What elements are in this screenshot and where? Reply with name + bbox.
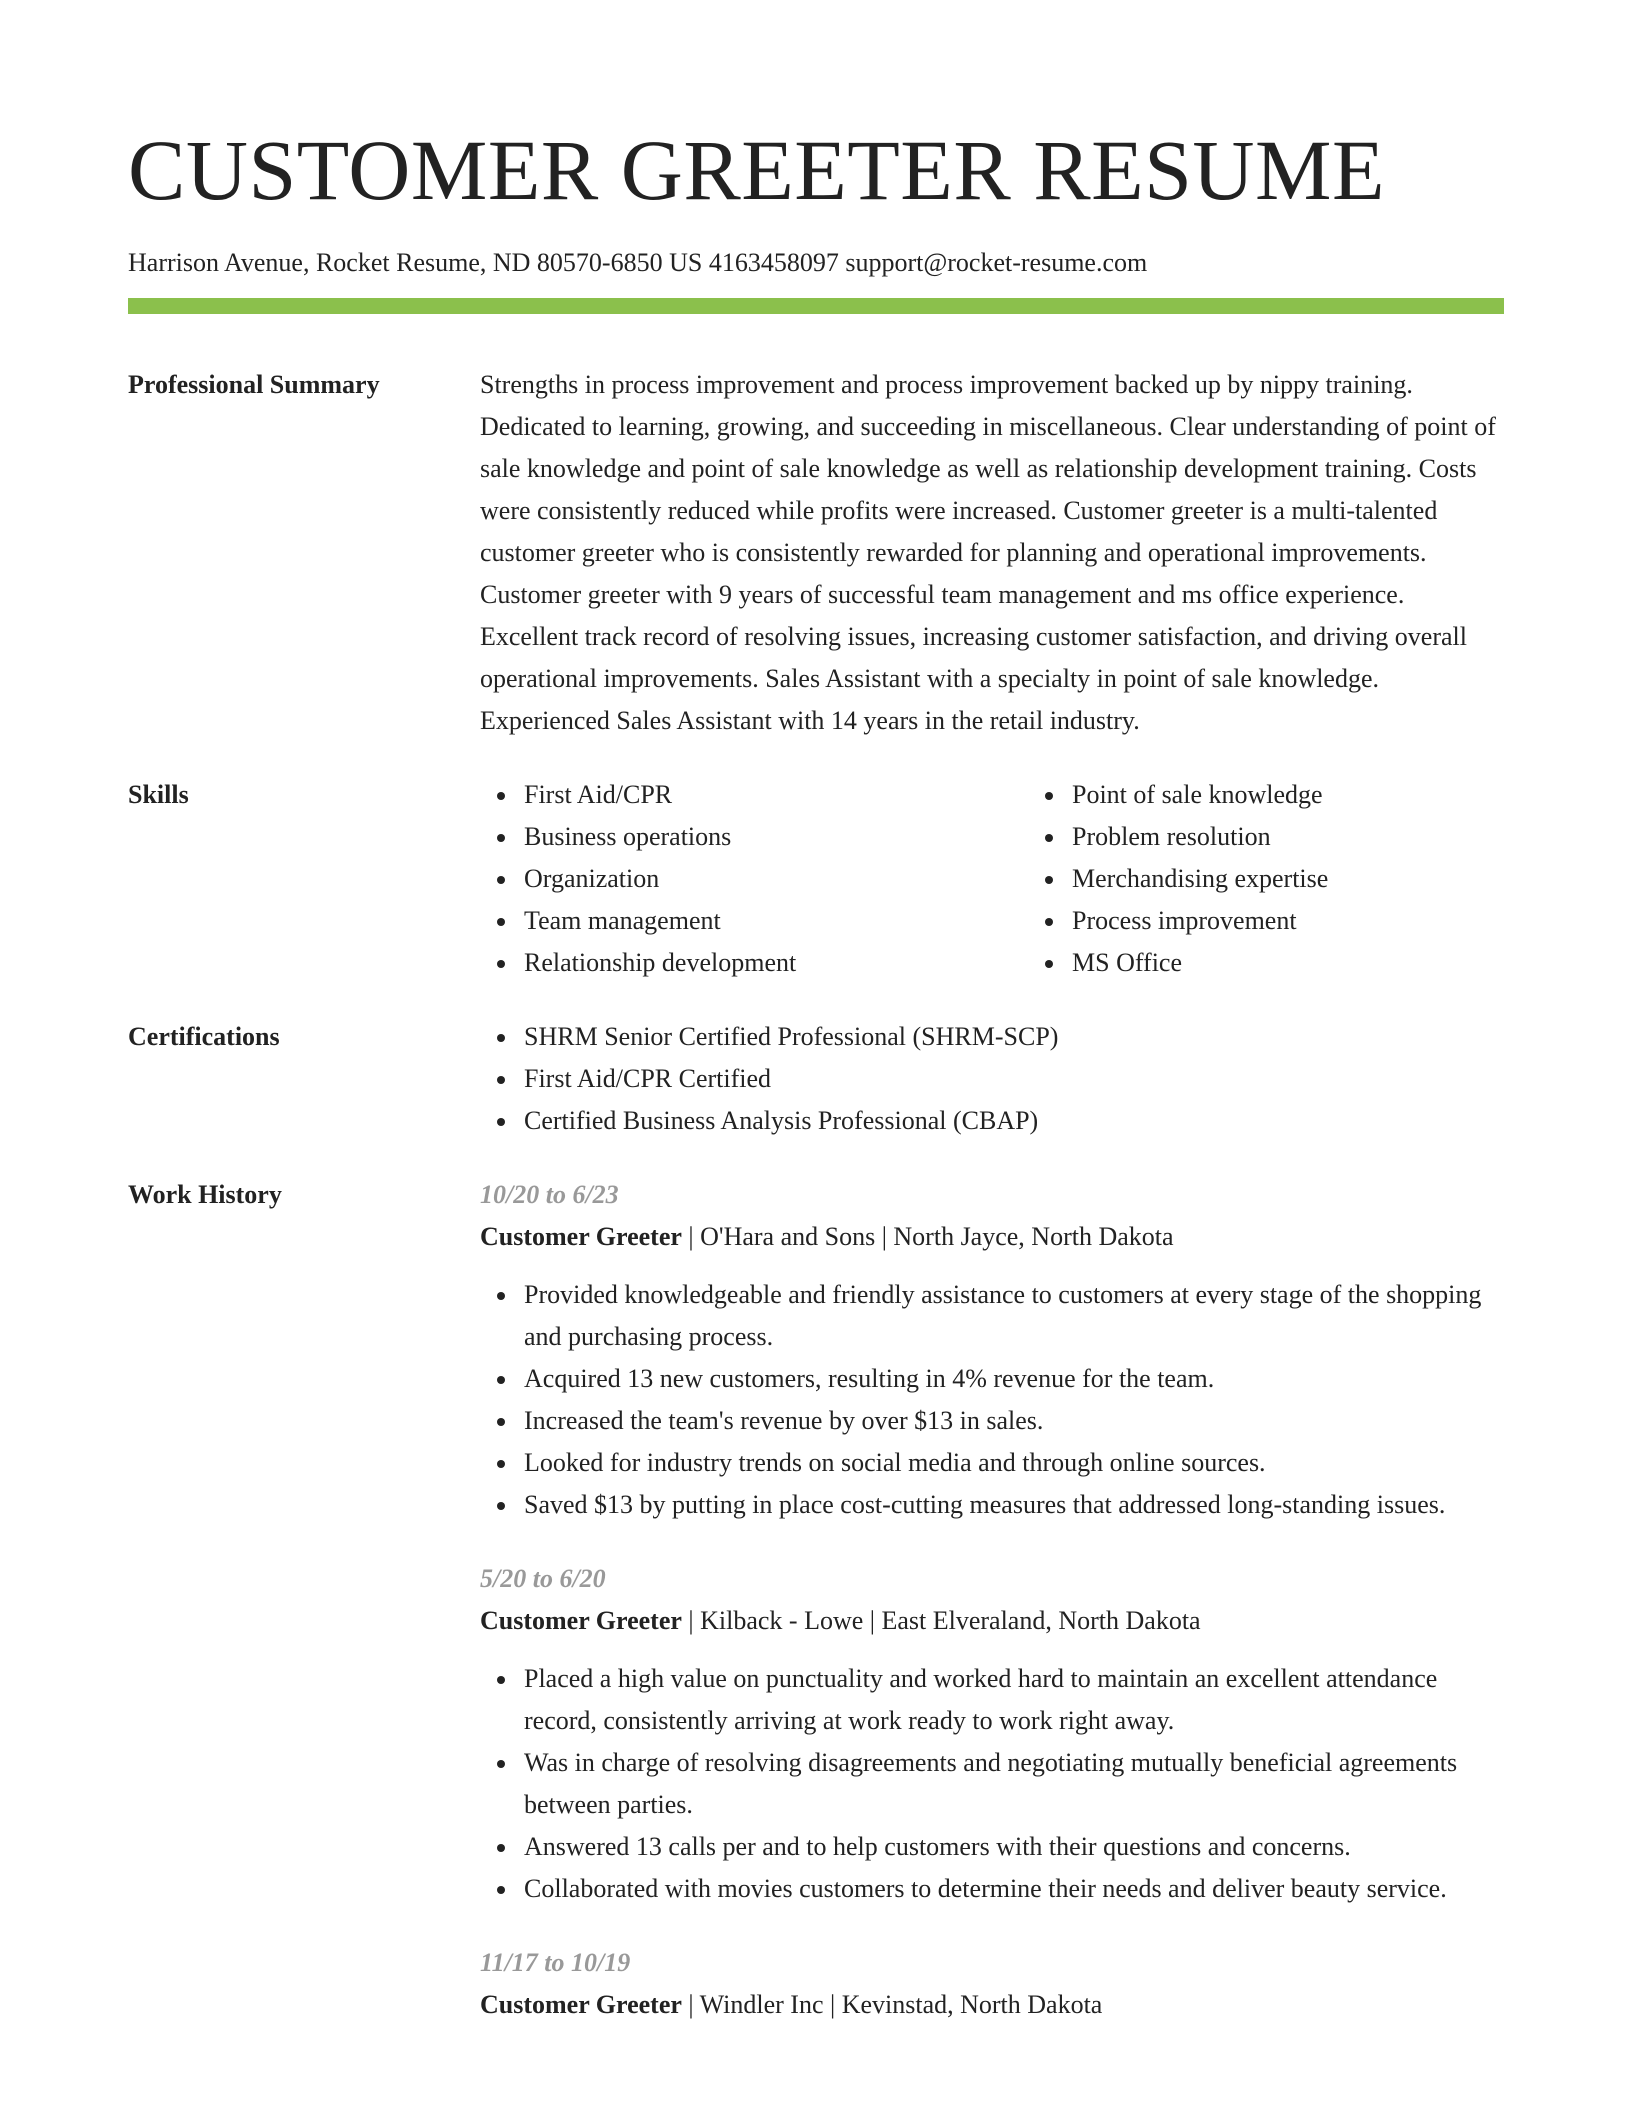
certification-item: Certified Business Analysis Professional (CBAP) xyxy=(524,1100,1504,1142)
certifications-section xyxy=(128,1016,1504,1142)
skills-list-right xyxy=(1028,774,1576,984)
skill-item: Process improvement xyxy=(1072,900,1576,942)
certification-item: First Aid/CPR Certified xyxy=(524,1058,1504,1100)
skill-item: Point of sale knowledge xyxy=(1072,774,1576,816)
certifications-list xyxy=(480,1016,1504,1142)
skill-item: Relationship development xyxy=(524,942,1028,984)
section-heading-certifications: Certifications xyxy=(128,1022,280,1051)
job-dates: 5/20 to 6/20 xyxy=(480,1564,606,1593)
job-bullet-list xyxy=(480,1274,1504,1526)
summary-text: Strengths in process improvement and process improvement backed up by nippy training. Dedicated to learning, growing, and succeeding in miscellaneous. Clear understanding of point of sale knowledge and point of sale knowledge as well as relationship development training. Costs were consistently reduced while profits were increased. Customer greeter is a multi-talented customer greeter who is consistently rewarded for planning and operational improvements. Customer greeter with 9 years of successful team management and ms office experience. Excellent track record of resolving issues, increasing customer satisfaction, and driving overall operational improvements. Sales Assistant with a specialty in point of sale knowledge. Experienced Sales Assistant with 14 years in the retail industry. xyxy=(480,370,1496,735)
job-bullet: Provided knowledgeable and friendly assistance to customers at every stage of the shopping and purchasing process. xyxy=(524,1274,1504,1358)
skill-item: MS Office xyxy=(1072,942,1576,984)
work-history-section xyxy=(128,1174,1504,2026)
job-title: Customer Greeter xyxy=(480,1990,682,2019)
job-bullet: Increased the team's revenue by over $13 in sales. xyxy=(524,1400,1504,1442)
job-heading xyxy=(480,1600,1504,1642)
job-bullet: Answered 13 calls per and to help customers with their questions and concerns. xyxy=(524,1826,1504,1868)
job-heading xyxy=(480,1984,1504,2026)
skills-section xyxy=(128,774,1504,984)
accent-divider xyxy=(128,298,1504,314)
job-entry xyxy=(480,1942,1504,2026)
skill-item: Business operations xyxy=(524,816,1028,858)
job-heading xyxy=(480,1216,1504,1258)
job-bullet: Looked for industry trends on social media and through online sources. xyxy=(524,1442,1504,1484)
resume-page xyxy=(128,0,1504,2026)
section-heading-work-history: Work History xyxy=(128,1180,282,1209)
job-bullet: Acquired 13 new customers, resulting in 4% revenue for the team. xyxy=(524,1358,1504,1400)
job-bullet: Placed a high value on punctuality and worked hard to maintain an excellent attendance record, consistently arriving at work ready to work right away. xyxy=(524,1658,1504,1742)
skill-item: Problem resolution xyxy=(1072,816,1576,858)
job-details: | O'Hara and Sons | North Jayce, North Dakota xyxy=(681,1222,1174,1251)
job-dates: 11/17 to 10/19 xyxy=(480,1948,631,1977)
job-dates: 10/20 to 6/23 xyxy=(480,1180,619,1209)
resume-title: CUSTOMER GREETER RESUME xyxy=(128,122,1386,218)
section-heading-skills: Skills xyxy=(128,780,189,809)
skill-item: First Aid/CPR xyxy=(524,774,1028,816)
job-bullet-list xyxy=(480,1658,1504,1910)
summary-section xyxy=(128,364,1504,742)
contact-info: Harrison Avenue, Rocket Resume, ND 80570-6850 US 4163458097 support@rocket-resume.com xyxy=(128,248,1148,277)
job-bullet: Saved $13 by putting in place cost-cutting measures that addressed long-standing issues. xyxy=(524,1484,1504,1526)
job-details: | Kilback - Lowe | East Elveraland, North Dakota xyxy=(681,1606,1201,1635)
job-details: | Windler Inc | Kevinstad, North Dakota xyxy=(681,1990,1103,2019)
job-title: Customer Greeter xyxy=(480,1222,682,1251)
skills-list-left xyxy=(480,774,1028,984)
job-entry xyxy=(480,1558,1504,1910)
job-bullet: Was in charge of resolving disagreements and negotiating mutually beneficial agreements between parties. xyxy=(524,1742,1504,1826)
skill-item: Team management xyxy=(524,900,1028,942)
job-entry xyxy=(480,1174,1504,1526)
job-bullet: Collaborated with movies customers to determine their needs and deliver beauty service. xyxy=(524,1868,1504,1910)
section-heading-summary: Professional Summary xyxy=(128,370,380,399)
job-title: Customer Greeter xyxy=(480,1606,682,1635)
skill-item: Merchandising expertise xyxy=(1072,858,1576,900)
skill-item: Organization xyxy=(524,858,1028,900)
certification-item: SHRM Senior Certified Professional (SHRM-SCP) xyxy=(524,1016,1504,1058)
